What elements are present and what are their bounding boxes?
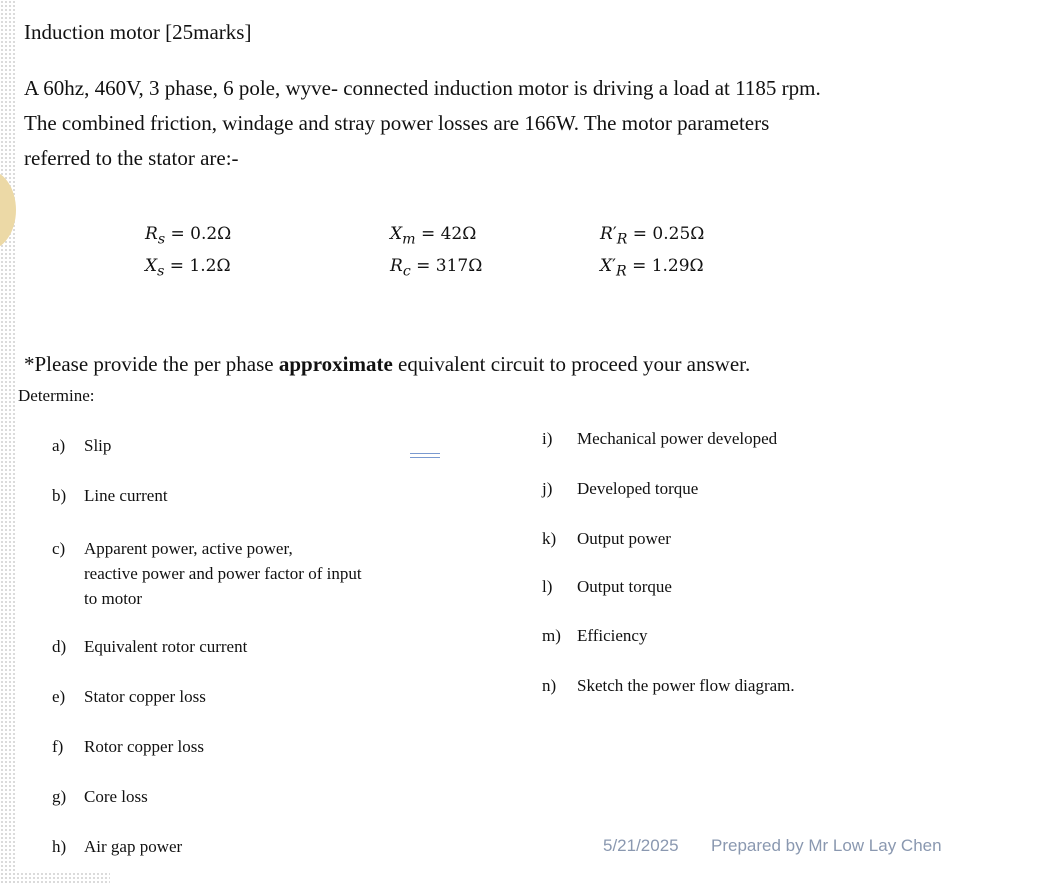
question-b: b) Line current [52,486,168,505]
problem-line-1: A 60hz, 460V, 3 phase, 6 pole, wyve- connected induction motor is driving a load at 1185 rpm. [24,76,821,100]
question-m: m) Efficiency [542,626,648,645]
param-xm: $X_m = 42\Omega$ [390,224,477,248]
question-a: a) Slip [52,436,112,455]
problem-line-2: The combined friction, windage and stray power losses are 166W. The motor parameters [24,111,770,135]
footer-date: 5/21/2025 [603,836,679,855]
question-k: k) Output power [542,529,671,548]
problem-line-3: referred to the stator are:- [24,146,239,170]
dotted-border-bottom [0,872,110,884]
param-xs: $X_s = 1.2\Omega$ [145,256,231,280]
double-line-mark [410,453,440,458]
param-rs: $R_s = 0.2\Omega$ [145,224,232,248]
instruction-note: *Please provide the per phase approximate equivalent circuit to proceed your answer. [24,352,751,376]
dotted-border [0,0,16,884]
footer-author: Prepared by Mr Low Lay Chen [711,836,942,855]
question-n: n) Sketch the power flow diagram. [542,676,795,695]
question-l: l) Output torque [542,577,672,596]
question-f: f) Rotor copper loss [52,737,204,756]
determine-heading: Determine: [18,386,95,405]
param-xr: $X'_R = 1.29\Omega$ [600,256,704,280]
param-rr: $R'_R = 0.25\Omega$ [600,224,705,248]
question-h: h) Air gap power [52,837,183,856]
question-j: j) Developed torque [542,479,699,498]
question-d: d) Equivalent rotor current [52,637,248,656]
question-c: c) Apparent power, active power, reactive power and power factor of input to motor [52,539,362,608]
question-g: g) Core loss [52,787,148,806]
slide-title: Induction motor [25marks] [24,20,252,44]
question-e: e) Stator copper loss [52,687,206,706]
question-i: i) Mechanical power developed [542,429,778,448]
param-rc: $R_c = 317\Omega$ [390,256,483,280]
